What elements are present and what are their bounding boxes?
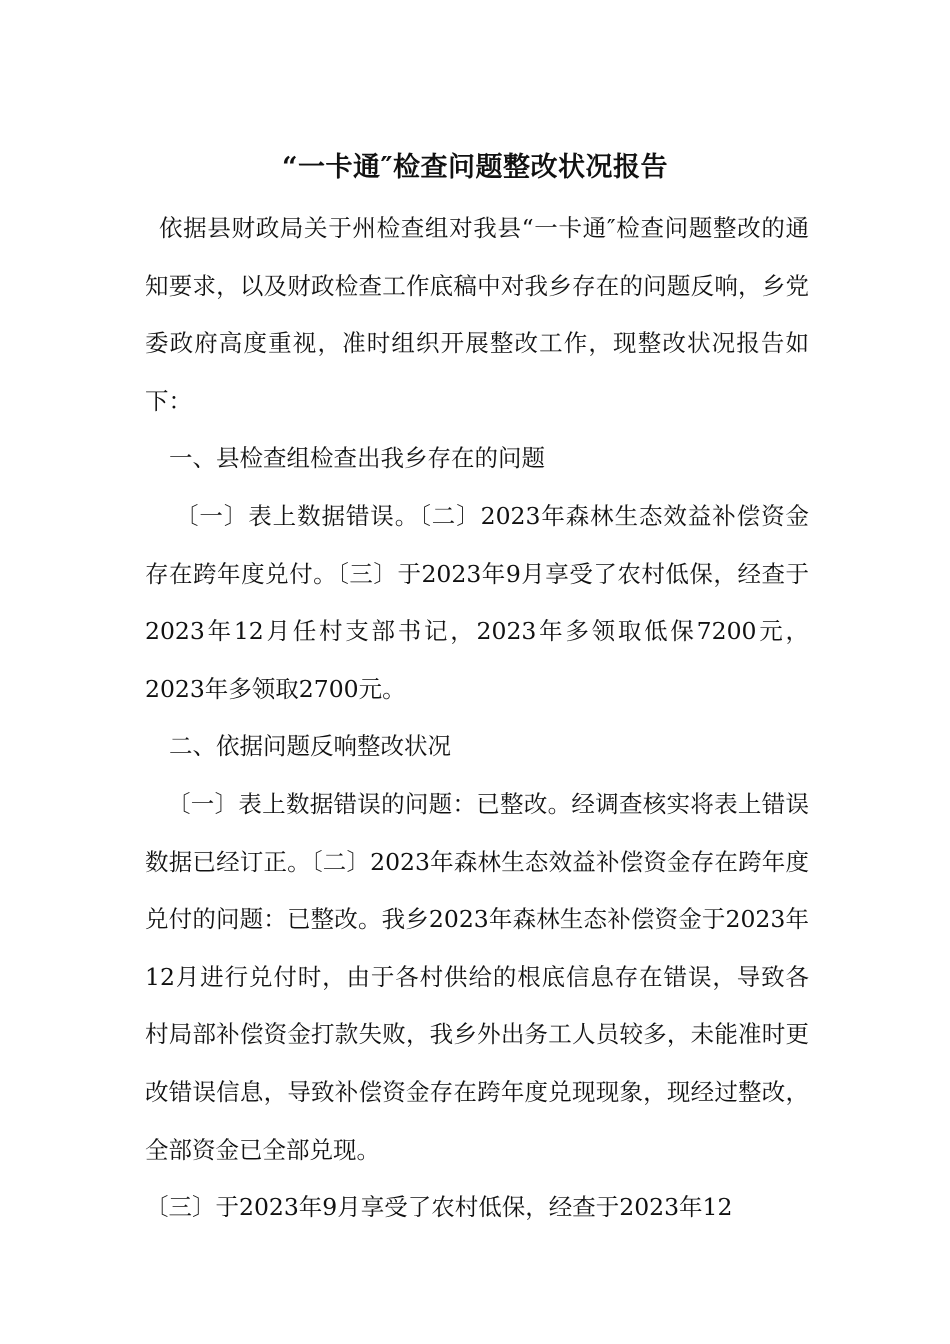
section-2-paragraph-continued: 〔三〕于2023年9月享受了农村低保，经查于2023年12	[145, 1193, 733, 1222]
section-heading-1: 一、县检查组检查出我乡存在的问题	[169, 444, 545, 473]
section-heading-2: 二、依据问题反响整改状况	[169, 732, 451, 761]
document-body	[145, 200, 809, 1237]
section-1-paragraph: 〔一〕表上数据错误。〔二〕2023年森林生态效益补偿资金存在跨年度兑付。〔三〕于2023年9月享受了农村低保，经查于2023年12月任村支部书记，2023年多领取低保7200元，2023年多领取2700元。	[145, 501, 809, 703]
section-2-paragraph: 〔一〕表上数据错误的问题：已整改。经调查核实将表上错误数据已经订正。〔二〕2023年森林生态效益补偿资金存在跨年度兑付的问题：已整改。我乡2023年森林生态补偿资金于2023年12月进行兑付时，由于各村供给的根底信息存在错误，导致各村局部补偿资金打款失败，我乡外出务工人员较多，未能准时更改错误信息，导致补偿资金存在跨年度兑现现象，现经过整改，全部资金已全部兑现。	[145, 789, 809, 1164]
document-title: “一卡通″检查问题整改状况报告	[281, 152, 669, 184]
intro-paragraph: 依据县财政局关于州检查组对我县“一卡通″检查问题整改的通知要求，以及财政检查工作底稿中对我乡存在的问题反响，乡党委政府高度重视，准时组织开展整改工作，现整改状况报告如下：	[145, 214, 809, 415]
